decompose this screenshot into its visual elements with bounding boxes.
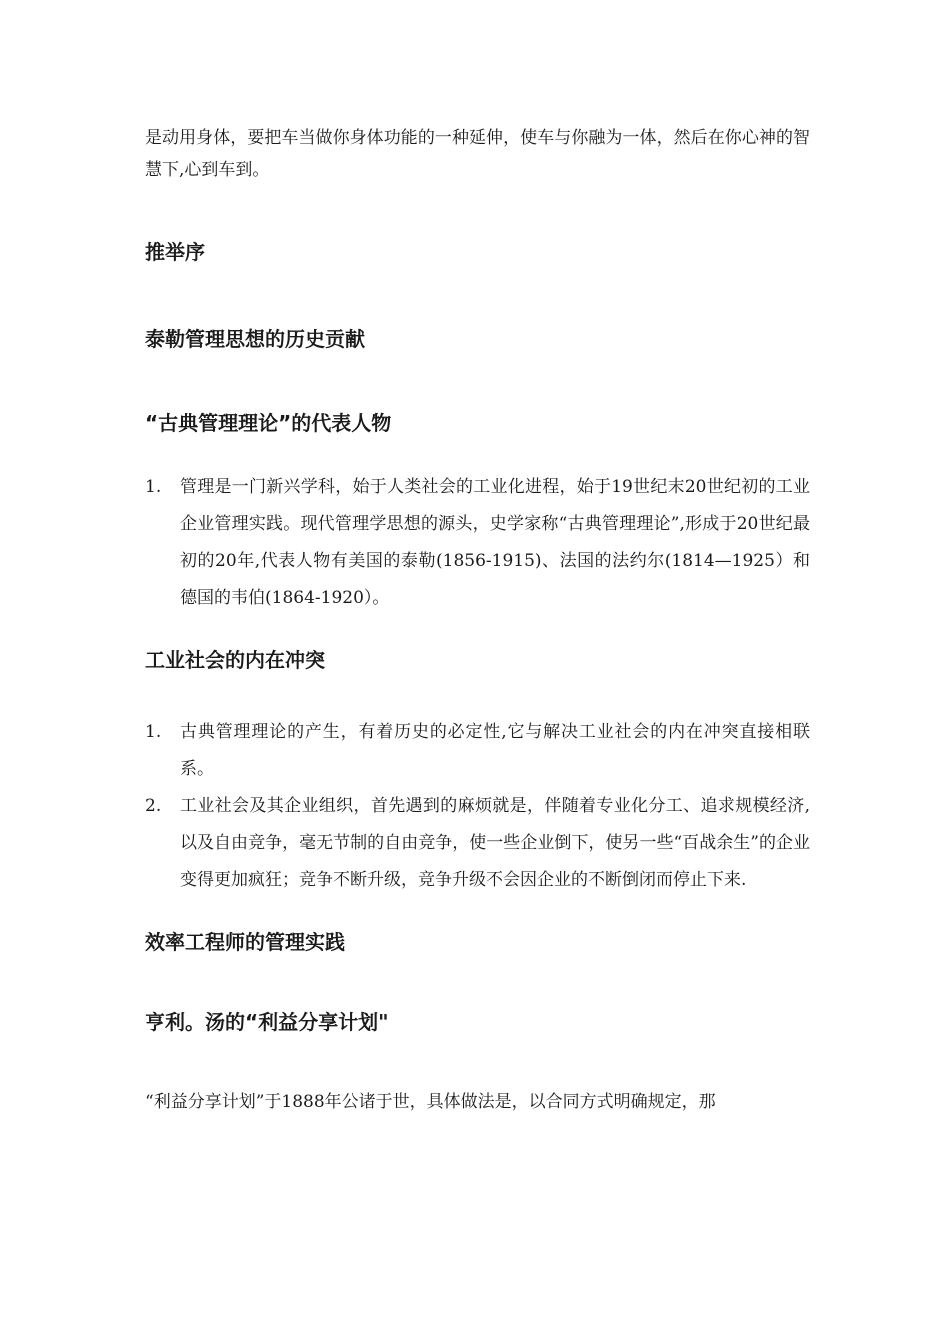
list-item-text: 工业社会及其企业组织，首先遇到的麻烦就是，伴随着专业化分工、追求规模经济,以及自由竞争，毫无节制的自由竞争，使一些企业倒下，使另一些“百战余生”的企业变得更加疯狂；竞争不断升级，竞争升级不会因企业的不断倒闭而停止下来. [180,796,810,890]
heading-foreword: 推举序 [145,240,205,264]
list-industrial-conflict [145,714,810,899]
heading-profit-sharing: 亨利。汤的“利益分享计划" [145,1010,389,1034]
intro-paragraph: 是动用身体，要把车当做你身体功能的一种延伸，使车与你融为一体，然后在你心神的智慧下,心到车到。 [145,128,810,180]
list-item-number: 1. [145,722,162,742]
list-item-number: 1. [145,477,162,497]
document-page [145,122,810,1118]
list-item-number: 2. [145,796,162,816]
list-item [145,714,810,788]
list-item [145,469,810,617]
heading-taylor-contribution: 泰勒管理思想的历史贡献 [145,327,365,351]
list-item [145,788,810,899]
list-classical-theory [145,469,810,617]
heading-industrial-conflict: 工业社会的内在冲突 [145,648,325,672]
closing-paragraph: “利益分享计划”于1888年公诸于世，具体做法是，以合同方式明确规定，那 [145,1092,716,1112]
heading-classical-theory: “古典管理理论”的代表人物 [145,411,392,435]
list-item-text: 管理是一门新兴学科，始于人类社会的工业化进程，始于19世纪末20世纪初的工业企业管理实践。现代管理学思想的源头，史学家称“古典管理理论”,形成于20世纪最初的20年,代表人物有美国的泰勒(1856-1915)、法国的法约尔(1814—1925）和德国的韦伯(1864-1920）。 [180,477,810,608]
heading-efficiency-engineers: 效率工程师的管理实践 [145,930,345,954]
list-item-text: 古典管理理论的产生，有着历史的必定性,它与解决工业社会的内在冲突直接相联系。 [180,722,810,779]
